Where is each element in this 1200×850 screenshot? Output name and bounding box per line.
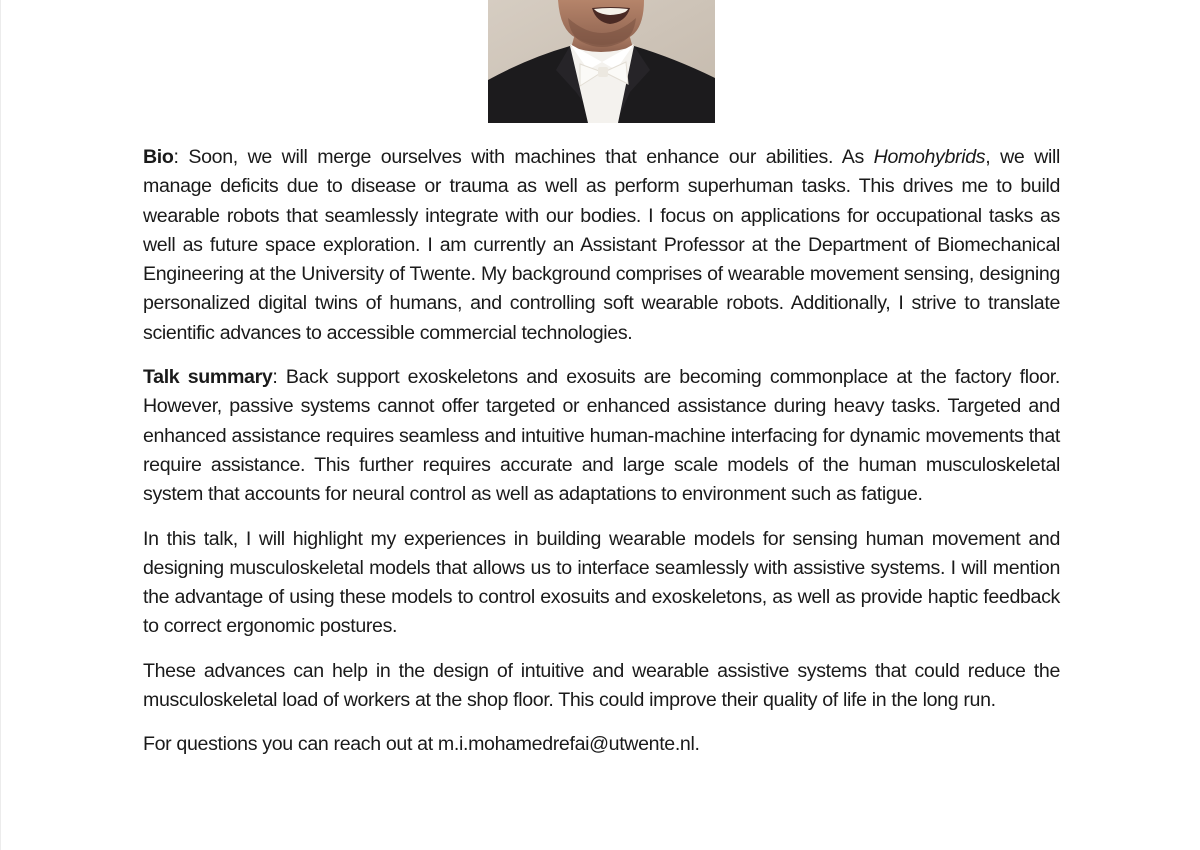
bio-italic-term: Homohybrids <box>873 146 986 168</box>
contact-end: . <box>694 733 700 756</box>
speaker-photo <box>488 0 715 123</box>
document-body <box>143 143 1060 775</box>
talk-summary-separator: : <box>272 366 286 389</box>
portrait-photo-icon <box>488 0 715 123</box>
contact-text: For questions you can reach out at <box>143 733 438 756</box>
bio-text-start: Soon, we will merge ourselves with machines that enhance our abilities. As <box>188 146 874 168</box>
contact-email[interactable]: m.i.mohamedrefai@utwente.nl <box>437 733 695 756</box>
bio-paragraph <box>143 143 1060 348</box>
impact-paragraph: These advances can help in the design of intuitive and wearable assistive systems that could reduce the musculoskeletal load of workers at the shop floor. This could improve their quality of life in the long run. <box>143 659 1060 712</box>
talk-summary-label: Talk summary <box>143 366 273 389</box>
bio-text-end: , we will manage deficits due to disease or trauma as well as perform superhuman tasks. This drives me to build wearable robots that seamlessly integrate with our bodies. I focus on applications for occupational tasks as well as future space exploration. I am currently an Assistant Professor at the Department of Biomechanical Engineering at the University of Twente. My background comprises of wearable movement sensing, designing personalized digital twins of humans, and controlling soft wearable robots. Additionally, I strive to translate scientific advances to accessible commercial technologies. <box>143 146 1060 344</box>
bio-label: Bio <box>143 146 174 168</box>
talk-summary-paragraph <box>143 363 1060 509</box>
talk-highlights-paragraph: In this talk, I will highlight my experiences in building wearable models for sensing human movement and designing musculoskeletal models that allows us to interface seamlessly with assistive systems. I will mention the advantage of using these models to control exosuits and exoskeletons, as well as provide haptic feedback to correct ergonomic postures. <box>143 527 1060 638</box>
bio-separator: : <box>173 146 189 168</box>
contact-paragraph <box>143 730 1060 759</box>
talk-summary-text: Back support exoskeletons and exosuits are becoming commonplace at the factory floor. However, passive systems cannot offer targeted or enhanced assistance during heavy tasks. Targeted and enhanced assistance requires seamless and intuitive human-machine interfacing for dynamic movements that require assistance. This further requires accurate and large scale models of the human musculoskeletal system that accounts for neural control as well as adaptations to environment such as fatigue. <box>143 366 1060 506</box>
